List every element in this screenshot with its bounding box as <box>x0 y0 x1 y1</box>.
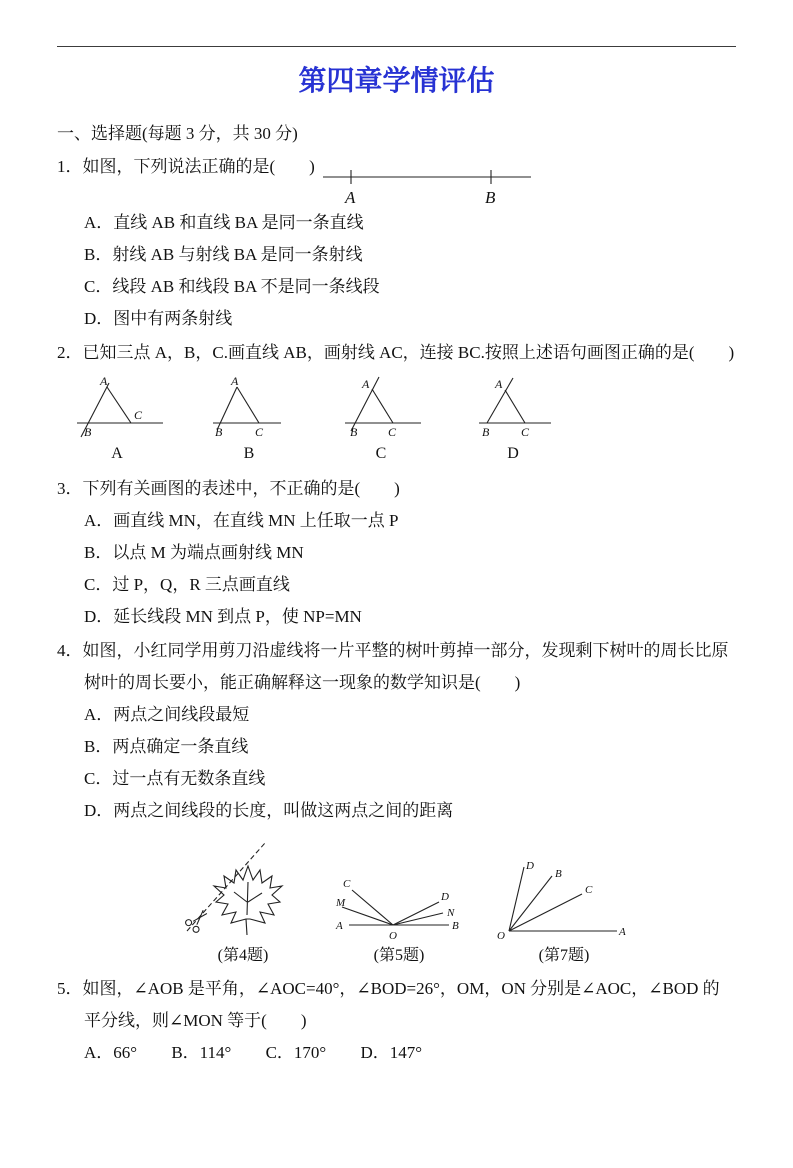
segment-a-c <box>237 387 259 423</box>
q1-options <box>57 207 736 335</box>
figure7-caption: (第7题) <box>538 947 590 964</box>
q2-figure-a <box>65 375 169 467</box>
angle-fan-drawing <box>335 863 463 943</box>
point-label-b: B <box>84 425 92 439</box>
segment-a-c <box>107 387 131 423</box>
q2-figure-a-drawing <box>65 375 169 441</box>
q2-figure-b-caption: B <box>243 445 255 462</box>
question-3 <box>57 473 736 633</box>
q1-option-c: C．线段 AB 和线段 BA 不是同一条线段 <box>84 277 380 296</box>
q4-option-b: B．两点确定一条直线 <box>84 737 249 756</box>
point-label-d: D <box>441 891 449 903</box>
leaf-vein-right <box>248 893 262 902</box>
point-label-b: B <box>215 425 223 439</box>
q2-figure-d-caption: D <box>507 445 519 462</box>
q2-figure-c <box>329 375 433 467</box>
segment-a-c <box>505 390 525 423</box>
q1-option-b: B．射线 AB 与射线 BA 是同一条射线 <box>84 245 363 264</box>
q3-options <box>57 505 736 633</box>
point-label-b: B <box>555 868 562 880</box>
q5-option-b: B．114° <box>171 1043 232 1062</box>
q2-figure-c-drawing <box>329 375 433 441</box>
q4-option-d: D．两点之间线段的长度，叫做这两点之间的距离 <box>84 801 454 820</box>
shared-figure-row <box>185 837 736 969</box>
ray-a-c <box>372 389 393 423</box>
point-label-d: D <box>526 860 534 872</box>
point-label-c: C <box>343 878 351 890</box>
ray-o-n <box>393 913 443 925</box>
point-label-c: C <box>388 425 397 439</box>
q3-option-d: D．延长线段 MN 到点 P，使 NP=MN <box>84 607 362 626</box>
rays-drawing <box>497 859 631 943</box>
figure-question4-leaf <box>185 837 301 969</box>
question-2 <box>57 337 736 467</box>
figure-question7-rays <box>497 859 631 969</box>
figure4-caption: (第4题) <box>217 947 269 964</box>
leaf-vein-left <box>234 892 247 902</box>
figure5-caption: (第5题) <box>373 947 425 964</box>
leaf-vein-center <box>247 882 248 915</box>
point-label-a: A <box>336 920 343 932</box>
point-label-a: A <box>100 375 108 388</box>
q5-option-c: C．170° <box>265 1043 327 1062</box>
q3-option-c: C．过 P，Q，R 三点画直线 <box>84 575 290 594</box>
q2-figure-d <box>461 375 565 467</box>
q5-options <box>57 1037 736 1069</box>
q5-option-d: D．147° <box>360 1043 423 1062</box>
q1-option-d: D．图中有两条射线 <box>84 309 233 328</box>
point-label-b: B <box>484 188 496 207</box>
q4-option-a: A．两点之间线段最短 <box>84 705 250 724</box>
q2-figure-c-caption: C <box>375 445 387 462</box>
q4-options <box>57 699 736 827</box>
q1-line-figure <box>323 161 537 207</box>
figure-question5-angles <box>335 863 463 969</box>
test-paper-page <box>0 46 793 1069</box>
q4-option-c: C．过一点有无数条直线 <box>84 769 266 788</box>
point-label-c: C <box>585 884 593 896</box>
ray-o-m <box>342 907 393 925</box>
q2-figure-d-drawing <box>461 375 565 441</box>
q3-stem: 3．下列有关画图的表述中，不正确的是( ) <box>57 479 400 498</box>
q1-stem-row <box>57 151 736 207</box>
ray-o-c <box>509 894 582 931</box>
q5-stem: 5．如图，∠AOB 是平角，∠AOC=40°，∠BOD=26°，OM，ON 分别是∠AOC，∠BOD 的平分线，则∠MON 等于( ) <box>57 979 720 1030</box>
q2-figure-b-drawing <box>197 375 301 441</box>
q2-figure-b <box>197 375 301 467</box>
point-label-c: C <box>134 408 143 422</box>
q1-option-a: A．直线 AB 和直线 BA 是同一条直线 <box>84 213 364 232</box>
q4-stem: 4．如图，小红同学用剪刀沿虚线将一片平整的树叶剪掉一部分，发现剩下树叶的周长比原树叶的周长要小，能正确解释这一现象的数学知识是( ) <box>57 641 729 692</box>
point-label-n: N <box>447 907 455 919</box>
q1-stem: 1．如图，下列说法正确的是( ) <box>57 157 315 176</box>
point-label-m: M <box>336 897 346 909</box>
point-label-a: A <box>362 377 370 391</box>
point-label-a: A <box>344 188 356 207</box>
point-label-b: B <box>482 425 490 439</box>
q3-option-b: B．以点 M 为端点画射线 MN <box>84 543 304 562</box>
ray-o-d <box>393 902 439 925</box>
point-label-a: A <box>495 377 503 391</box>
q5-option-a: A．66° <box>84 1043 138 1062</box>
q2-figure-a-caption: A <box>111 445 123 462</box>
page-title: 第四章学情评估 <box>298 65 495 96</box>
section-header: 一、选择题(每题 3 分，共 30 分) <box>57 124 298 143</box>
question-5 <box>57 973 736 1069</box>
point-label-c: C <box>521 425 530 439</box>
point-label-c: C <box>255 425 264 439</box>
question-4 <box>57 635 736 827</box>
point-label-b: B <box>350 425 358 439</box>
q3-option-a: A．画直线 MN，在直线 MN 上任取一点 P <box>84 511 399 530</box>
q2-stem: 2．已知三点 A，B，C.画直线 AB，画射线 AC，连接 BC.按照上述语句画图正确的是( ) <box>57 343 735 362</box>
point-label-o: O <box>389 930 397 942</box>
ray-o-c <box>352 890 393 925</box>
leaf-figure-drawing <box>185 837 301 943</box>
point-label-a: A <box>619 926 626 938</box>
question-1 <box>57 151 736 335</box>
point-label-b: B <box>452 920 459 932</box>
q2-figure-row <box>65 375 736 467</box>
point-label-o: O <box>497 930 505 942</box>
leaf-stem <box>246 919 247 935</box>
top-divider <box>57 46 736 47</box>
point-label-a: A <box>231 375 239 388</box>
